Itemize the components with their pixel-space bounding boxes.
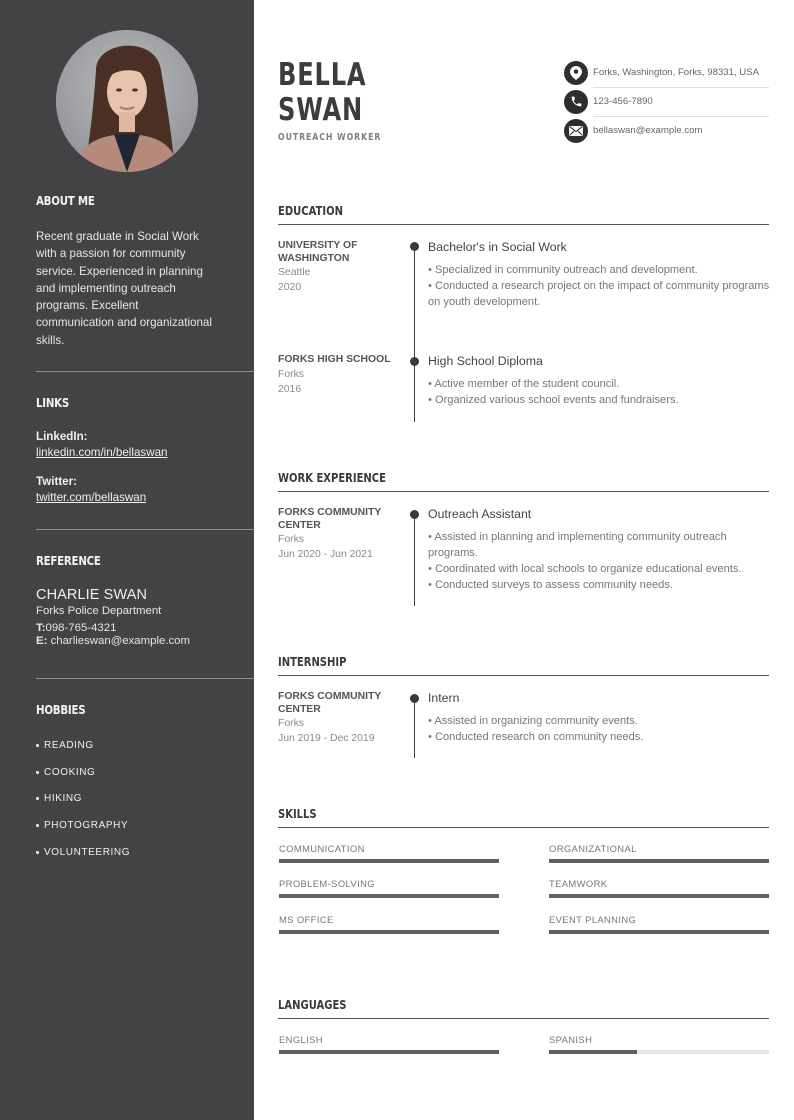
about-section bbox=[36, 193, 254, 349]
bullet-item: • Conducted a research project on the impact of community programs on youth development. bbox=[428, 280, 770, 308]
skill-item bbox=[549, 843, 769, 863]
skill-bar-fill bbox=[279, 930, 499, 934]
bullet-item: • Conducted surveys to assess community needs. bbox=[428, 579, 673, 591]
skill-bar-fill bbox=[279, 894, 499, 898]
skill-label: EVENT PLANNING bbox=[549, 914, 637, 925]
hobby-label: VOLUNTEERING bbox=[44, 847, 131, 859]
bullet-icon bbox=[36, 771, 39, 774]
reference-heading: REFERENCE bbox=[36, 553, 101, 568]
reference-phone bbox=[36, 622, 254, 634]
skill-item bbox=[279, 878, 499, 898]
languages-heading bbox=[278, 993, 769, 1019]
skill-bar bbox=[549, 930, 769, 934]
phone-text: 123-456-7890 bbox=[593, 96, 653, 107]
degree: High School Diploma bbox=[428, 354, 543, 368]
about-text: Recent graduate in Social Work with a passion for community service. Experienced in planning and implementing outreach programs. Excellent communication and organizational skills. bbox=[36, 230, 212, 347]
hobbies-list bbox=[36, 732, 254, 866]
timeline-line bbox=[414, 246, 415, 422]
institution: FORKS HIGH SCHOOL bbox=[278, 354, 391, 365]
profile-photo bbox=[56, 30, 198, 172]
bullet-item: • Assisted in planning and implementing community outreach programs. bbox=[428, 531, 727, 559]
skill-bar-fill bbox=[549, 894, 769, 898]
skill-label: MS OFFICE bbox=[279, 914, 334, 925]
hobby-label: PHOTOGRAPHY bbox=[44, 820, 129, 832]
skill-bar bbox=[279, 859, 499, 863]
sidebar-divider bbox=[36, 678, 254, 679]
date: 2020 bbox=[278, 282, 302, 293]
hobbies-section bbox=[36, 702, 254, 866]
employer: FORKS COMMUNITY CENTER bbox=[278, 507, 382, 531]
bullet-item: • Assisted in organizing community events. bbox=[428, 715, 638, 727]
timeline-dot bbox=[410, 510, 419, 519]
skill-bar bbox=[549, 894, 769, 898]
reference-section bbox=[36, 553, 254, 647]
links-heading: LINKS bbox=[36, 395, 70, 410]
skill-bar-fill bbox=[549, 930, 769, 934]
skill-item bbox=[549, 878, 769, 898]
location: Seattle bbox=[278, 267, 311, 278]
bullet-icon bbox=[36, 824, 39, 827]
entry-meta bbox=[278, 691, 393, 746]
section-title: EDUCATION bbox=[278, 203, 343, 218]
email-label: E: bbox=[36, 635, 48, 647]
link-label: Twitter: bbox=[36, 475, 78, 488]
candidate-name bbox=[278, 58, 366, 128]
internship-heading bbox=[278, 650, 769, 676]
hobby-label: READING bbox=[44, 739, 94, 751]
reference-email bbox=[36, 635, 254, 647]
link-label: LinkedIn: bbox=[36, 430, 88, 443]
timeline-dot bbox=[410, 357, 419, 366]
link-item-twitter bbox=[36, 475, 254, 506]
language-item bbox=[279, 1034, 499, 1054]
sidebar-divider bbox=[36, 371, 254, 372]
work-entry bbox=[278, 507, 769, 606]
skill-label: TEAMWORK bbox=[549, 878, 608, 889]
sidebar-divider bbox=[36, 529, 254, 530]
section-title: LANGUAGES bbox=[278, 997, 347, 1012]
timeline-line bbox=[414, 513, 415, 606]
hobby-item bbox=[36, 732, 254, 759]
bullet-item: • Active member of the student council. bbox=[428, 378, 620, 390]
skills-heading bbox=[278, 802, 769, 828]
sidebar bbox=[0, 0, 254, 1120]
bullet-item: • Organized various school events and fundraisers. bbox=[428, 394, 679, 406]
phone-label: T: bbox=[36, 622, 46, 634]
timeline-dot bbox=[410, 242, 419, 251]
contact-email bbox=[564, 118, 769, 143]
link-item-linkedin bbox=[36, 430, 254, 461]
hobby-label: COOKING bbox=[44, 766, 96, 778]
section-title: SKILLS bbox=[278, 806, 317, 821]
location: Forks bbox=[278, 368, 304, 380]
bullet-icon bbox=[36, 851, 39, 854]
hobby-label: HIKING bbox=[44, 793, 83, 805]
skill-item bbox=[279, 914, 499, 934]
bullet-icon bbox=[36, 744, 39, 747]
language-item bbox=[549, 1034, 769, 1054]
mail-icon bbox=[564, 119, 588, 143]
date: 2016 bbox=[278, 383, 302, 395]
institution: UNIVERSITY OF WASHINGTON bbox=[278, 240, 358, 264]
language-label: SPANISH bbox=[549, 1034, 593, 1045]
skill-label: PROBLEM-SOLVING bbox=[279, 878, 375, 889]
bullet-icon bbox=[36, 797, 39, 800]
phone-icon bbox=[564, 90, 588, 114]
timeline-dot bbox=[410, 694, 419, 703]
portrait-image bbox=[56, 30, 198, 172]
date: Jun 2020 - Jun 2021 bbox=[278, 549, 373, 560]
hobby-item bbox=[36, 839, 254, 866]
skill-bar-fill bbox=[549, 859, 769, 863]
address-text: Forks, Washington, Forks, 98331, USA bbox=[593, 67, 760, 78]
entry-meta bbox=[278, 240, 393, 295]
last-name: SWAN bbox=[278, 92, 364, 128]
skill-bar bbox=[279, 930, 499, 934]
entry-meta bbox=[278, 354, 393, 397]
reference-org: Forks Police Department bbox=[36, 605, 162, 617]
bullet-item: • Conducted research on community needs. bbox=[428, 731, 644, 743]
email-text: bellaswan@example.com bbox=[593, 125, 703, 136]
contact-divider bbox=[593, 87, 769, 88]
hobbies-heading: HOBBIES bbox=[36, 702, 86, 717]
employer: FORKS COMMUNITY CENTER bbox=[278, 691, 382, 715]
language-bar-fill bbox=[279, 1050, 499, 1054]
skill-label: COMMUNICATION bbox=[279, 843, 365, 854]
skill-item bbox=[279, 843, 499, 863]
twitter-link[interactable]: twitter.com/bellaswan bbox=[36, 491, 147, 504]
entry-details bbox=[428, 507, 773, 593]
entry-details bbox=[428, 240, 773, 310]
education-heading bbox=[278, 199, 769, 225]
contact-address bbox=[564, 60, 769, 85]
job-title: OUTREACH WORKER bbox=[278, 132, 382, 143]
first-name: BELLA bbox=[278, 57, 367, 93]
entry-details bbox=[428, 354, 773, 408]
links-section bbox=[36, 395, 254, 506]
reference-name: CHARLIE SWAN bbox=[36, 587, 148, 603]
skill-item bbox=[549, 914, 769, 934]
work-heading bbox=[278, 466, 769, 492]
location: Forks bbox=[278, 718, 304, 729]
skill-label: ORGANIZATIONAL bbox=[549, 843, 637, 854]
entry-details bbox=[428, 691, 773, 745]
phone-value: 098-765-4321 bbox=[45, 622, 117, 634]
linkedin-link[interactable]: linkedin.com/in/bellaswan bbox=[36, 446, 168, 459]
language-bar bbox=[279, 1050, 499, 1054]
location-pin-icon bbox=[564, 61, 588, 85]
entry-meta bbox=[278, 507, 393, 562]
language-bar-fill bbox=[549, 1050, 637, 1054]
section-title: INTERNSHIP bbox=[278, 654, 347, 669]
hobby-item bbox=[36, 812, 254, 839]
hobby-item bbox=[36, 786, 254, 813]
language-label: ENGLISH bbox=[279, 1034, 323, 1045]
contact-divider bbox=[593, 116, 769, 117]
email-value: charlieswan@example.com bbox=[50, 635, 191, 647]
language-bar bbox=[549, 1050, 769, 1054]
hobby-item bbox=[36, 759, 254, 786]
bullet-item: • Specialized in community outreach and development. bbox=[428, 264, 698, 276]
skill-bar-fill bbox=[279, 859, 499, 863]
section-title: WORK EXPERIENCE bbox=[278, 470, 386, 485]
about-heading: ABOUT ME bbox=[36, 193, 95, 208]
skill-bar bbox=[279, 894, 499, 898]
date: Jun 2019 - Dec 2019 bbox=[278, 733, 375, 744]
internship-entry bbox=[278, 691, 769, 758]
skill-bar bbox=[549, 859, 769, 863]
bullet-item: • Coordinated with local schools to organize educational events. bbox=[428, 563, 742, 575]
location: Forks bbox=[278, 534, 304, 545]
job-role: Intern bbox=[428, 691, 460, 705]
contact-phone bbox=[564, 89, 769, 114]
degree: Bachelor's in Social Work bbox=[428, 240, 567, 254]
timeline-line bbox=[414, 697, 415, 758]
job-role: Outreach Assistant bbox=[428, 507, 532, 521]
